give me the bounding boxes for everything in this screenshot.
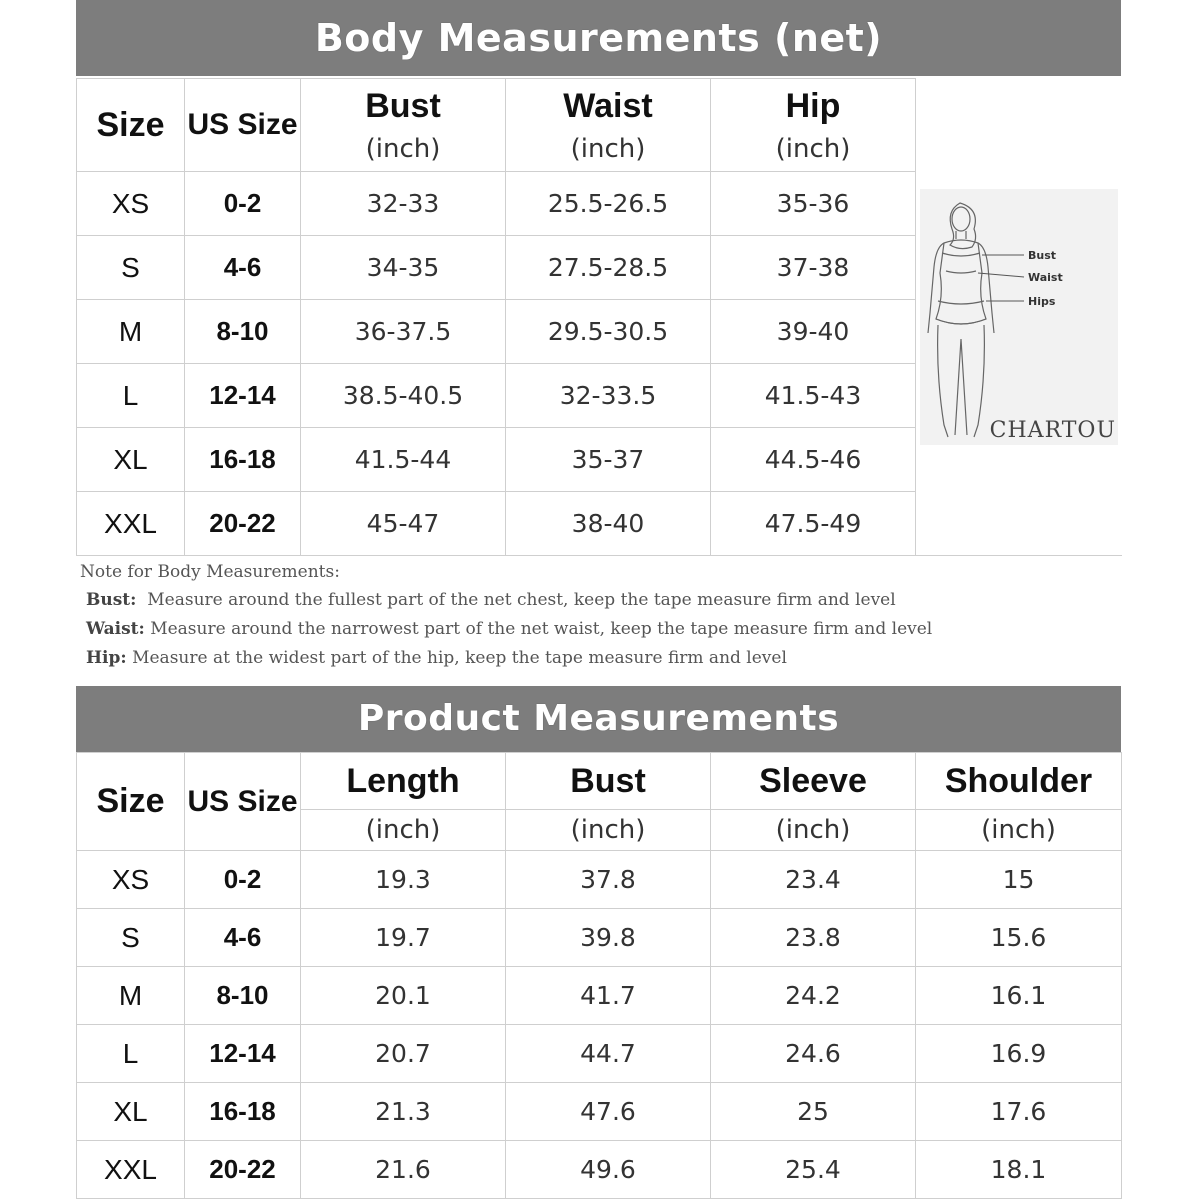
bust-cell: 45-47 [301, 492, 506, 556]
figure-label-waist: Waist [1028, 270, 1063, 284]
length-cell: 19.7 [301, 909, 506, 967]
header-length: Length [301, 753, 506, 810]
header-us-size: US Size [185, 753, 301, 851]
body-measurements-table [76, 78, 1122, 556]
us-size-cell: 16-18 [185, 428, 301, 492]
sleeve-cell: 23.4 [711, 851, 916, 909]
size-cell: M [77, 300, 185, 364]
bust-cell: 37.8 [506, 851, 711, 909]
size-cell: S [77, 236, 185, 300]
us-size-cell: 0-2 [185, 851, 301, 909]
unit-shoulder: (inch) [916, 810, 1122, 851]
female-figure-icon [920, 189, 1118, 445]
hip-cell: 41.5-43 [711, 364, 916, 428]
sleeve-cell: 24.2 [711, 967, 916, 1025]
hip-cell: 44.5-46 [711, 428, 916, 492]
hip-cell: 39-40 [711, 300, 916, 364]
bust-cell: 34-35 [301, 236, 506, 300]
brand-logo: CHARTOU [989, 417, 1116, 443]
bust-cell: 32-33 [301, 172, 506, 236]
waist-cell: 25.5-26.5 [506, 172, 711, 236]
size-cell: S [77, 909, 185, 967]
unit-sleeve: (inch) [711, 810, 916, 851]
bust-cell: 38.5-40.5 [301, 364, 506, 428]
body-header-row [77, 79, 1122, 172]
sleeve-cell: 25 [711, 1083, 916, 1141]
us-size-cell: 8-10 [185, 967, 301, 1025]
size-cell: XS [77, 851, 185, 909]
bust-cell: 36-37.5 [301, 300, 506, 364]
size-cell: XXL [77, 1141, 185, 1199]
bust-cell: 39.8 [506, 909, 711, 967]
size-cell: L [77, 364, 185, 428]
us-size-cell: 4-6 [185, 909, 301, 967]
note-hip: Hip: Measure at the widest part of the hip, keep the tape measure firm and level [86, 648, 787, 668]
us-size-cell: 12-14 [185, 364, 301, 428]
product-measurements-title: Product Measurements [76, 686, 1121, 752]
us-size-cell: 20-22 [185, 1141, 301, 1199]
length-cell: 19.3 [301, 851, 506, 909]
table-row [77, 1083, 1122, 1141]
notes-title: Note for Body Measurements: [80, 562, 340, 582]
bust-cell: 41.7 [506, 967, 711, 1025]
bust-cell: 44.7 [506, 1025, 711, 1083]
header-us-size: US Size [185, 79, 301, 172]
hip-cell: 47.5-49 [711, 492, 916, 556]
shoulder-cell: 15 [916, 851, 1122, 909]
header-hip: Hip (inch) [711, 79, 916, 172]
header-shoulder: Shoulder [916, 753, 1122, 810]
bust-cell: 47.6 [506, 1083, 711, 1141]
product-header-row [77, 753, 1122, 810]
table-row [77, 1025, 1122, 1083]
note-bust: Bust: Measure around the fullest part of the net chest, keep the tape measure firm and level [86, 590, 896, 610]
size-cell: M [77, 967, 185, 1025]
header-size: Size [77, 753, 185, 851]
sleeve-cell: 23.8 [711, 909, 916, 967]
waist-cell: 32-33.5 [506, 364, 711, 428]
table-row [77, 909, 1122, 967]
waist-cell: 35-37 [506, 428, 711, 492]
hip-cell: 37-38 [711, 236, 916, 300]
shoulder-cell: 16.1 [916, 967, 1122, 1025]
bust-cell: 41.5-44 [301, 428, 506, 492]
figure-label-bust: Bust [1028, 248, 1057, 262]
shoulder-cell: 16.9 [916, 1025, 1122, 1083]
table-row [77, 967, 1122, 1025]
waist-cell: 38-40 [506, 492, 711, 556]
unit-bust: (inch) [506, 810, 711, 851]
us-size-cell: 0-2 [185, 172, 301, 236]
figure-label-hips: Hips [1028, 294, 1056, 308]
body-measurements-title: Body Measurements (net) [76, 0, 1121, 76]
size-cell: L [77, 1025, 185, 1083]
waist-cell: 27.5-28.5 [506, 236, 711, 300]
table-row [77, 1141, 1122, 1199]
measurement-notes [80, 562, 1120, 677]
us-size-cell: 20-22 [185, 492, 301, 556]
size-cell: XS [77, 172, 185, 236]
length-cell: 21.6 [301, 1141, 506, 1199]
product-measurements-table [76, 752, 1122, 1199]
us-size-cell: 4-6 [185, 236, 301, 300]
header-bust: Bust [506, 753, 711, 810]
header-sleeve: Sleeve [711, 753, 916, 810]
us-size-cell: 12-14 [185, 1025, 301, 1083]
length-cell: 21.3 [301, 1083, 506, 1141]
shoulder-cell: 15.6 [916, 909, 1122, 967]
us-size-cell: 16-18 [185, 1083, 301, 1141]
header-bust: Bust (inch) [301, 79, 506, 172]
header-size: Size [77, 79, 185, 172]
shoulder-cell: 18.1 [916, 1141, 1122, 1199]
size-cell: XL [77, 428, 185, 492]
body-figure-cell [916, 79, 1122, 556]
us-size-cell: 8-10 [185, 300, 301, 364]
sleeve-cell: 25.4 [711, 1141, 916, 1199]
unit-length: (inch) [301, 810, 506, 851]
body-figure-illustration [920, 189, 1118, 445]
shoulder-cell: 17.6 [916, 1083, 1122, 1141]
header-waist: Waist (inch) [506, 79, 711, 172]
bust-cell: 49.6 [506, 1141, 711, 1199]
size-cell: XXL [77, 492, 185, 556]
sleeve-cell: 24.6 [711, 1025, 916, 1083]
length-cell: 20.7 [301, 1025, 506, 1083]
waist-cell: 29.5-30.5 [506, 300, 711, 364]
length-cell: 20.1 [301, 967, 506, 1025]
table-row [77, 851, 1122, 909]
size-cell: XL [77, 1083, 185, 1141]
note-waist: Waist: Measure around the narrowest part of the net waist, keep the tape measure firm and level [86, 619, 933, 639]
hip-cell: 35-36 [711, 172, 916, 236]
